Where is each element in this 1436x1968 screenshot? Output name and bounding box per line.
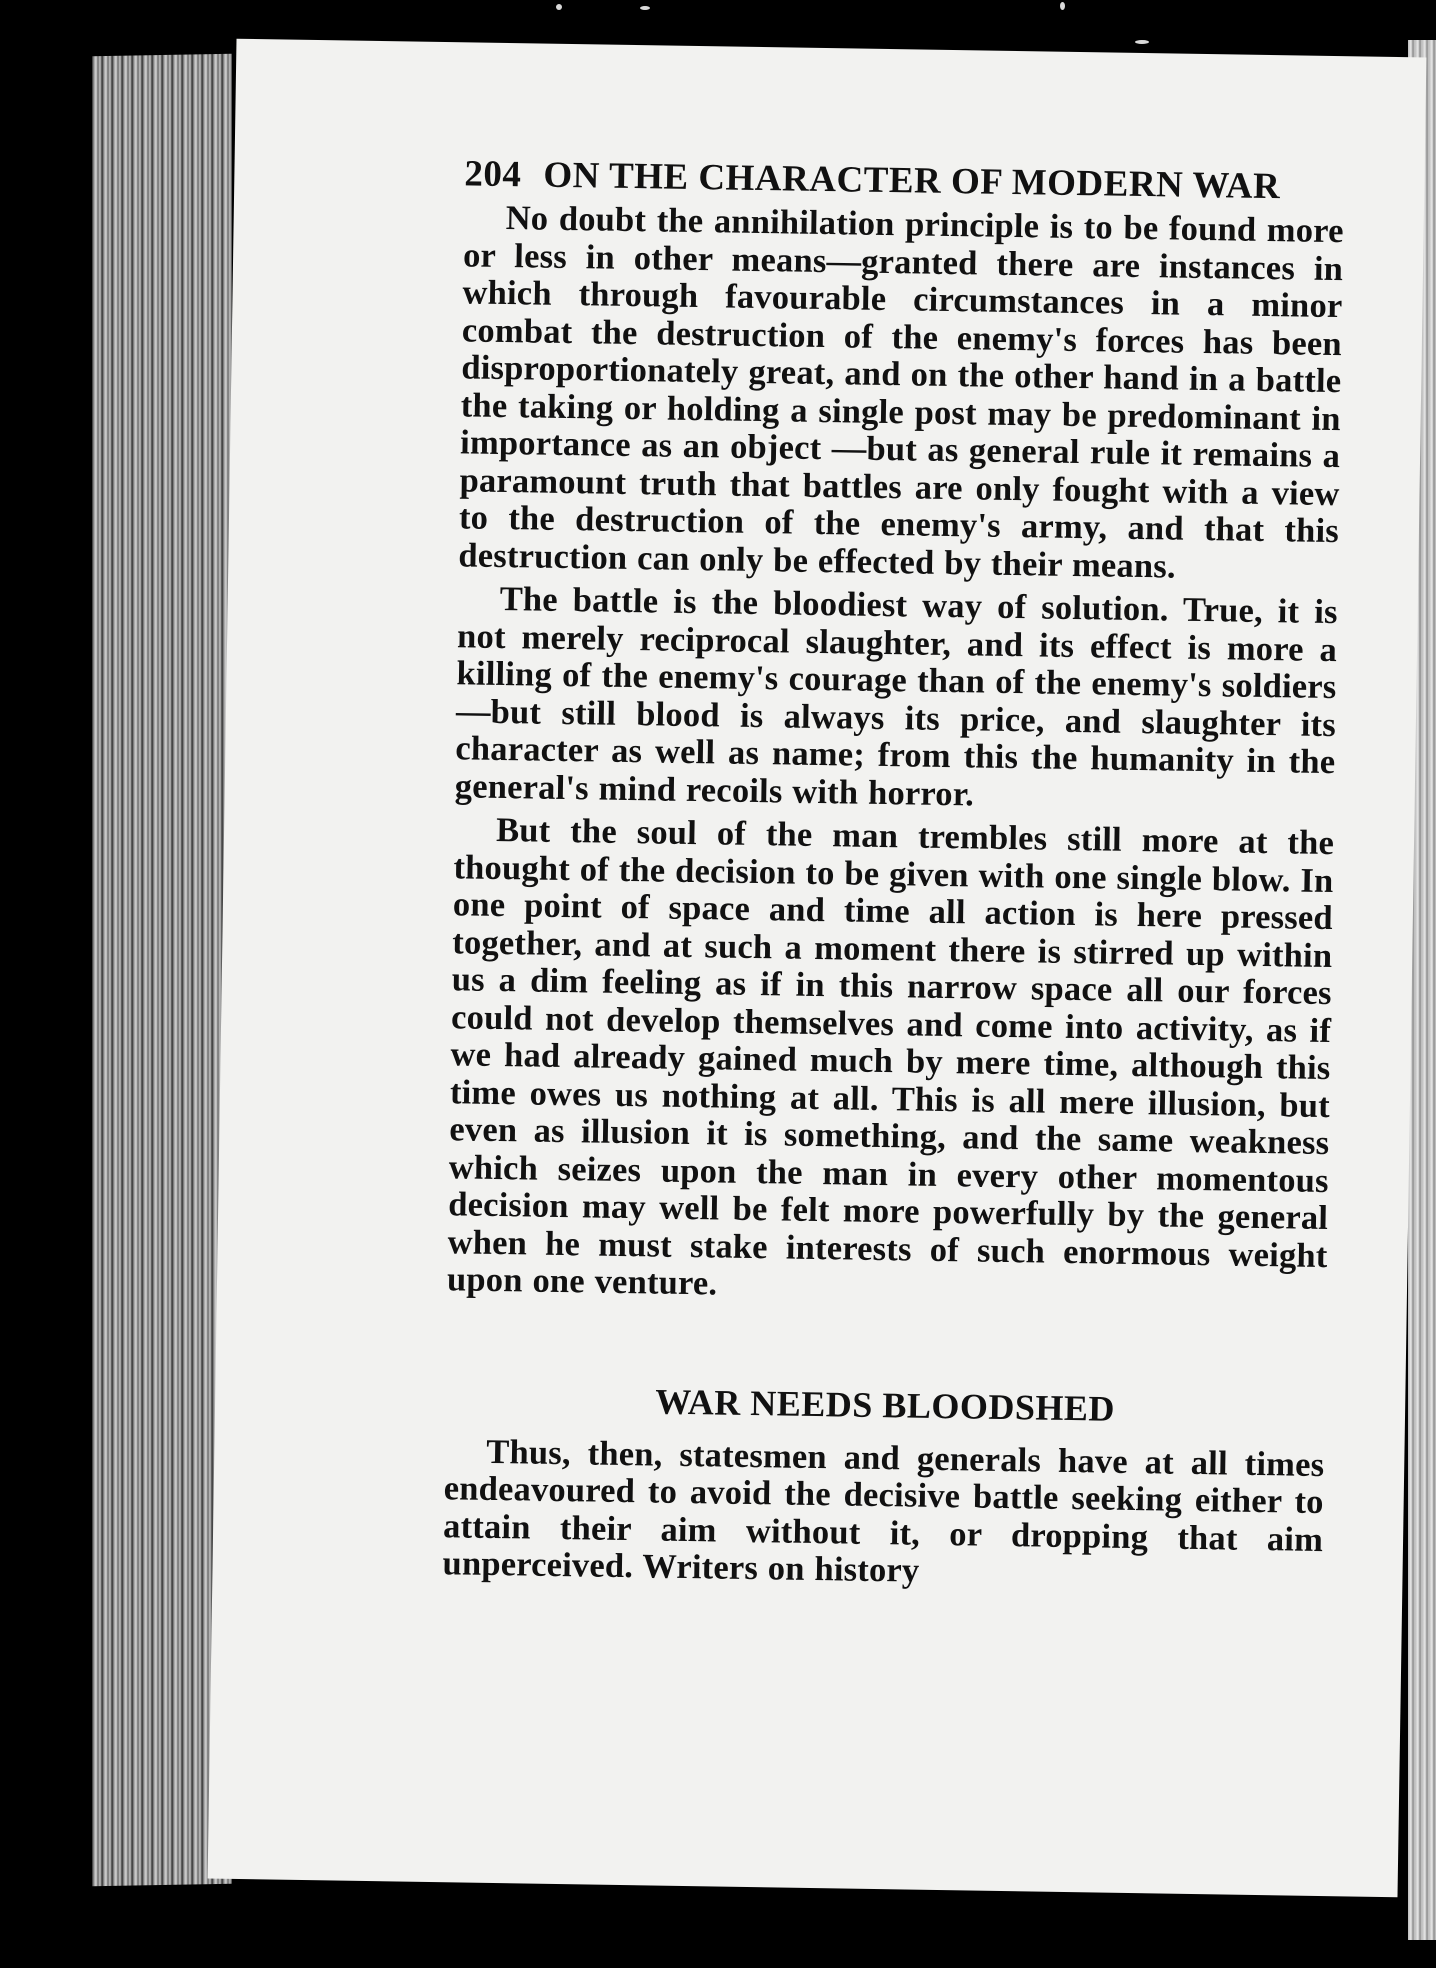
section-heading: WAR NEEDS BLOODSHED [655, 1381, 1116, 1429]
dust-speck [556, 4, 562, 10]
paragraph: But the soul of the man trembles still more at the thought of the decision to be given with one single blow. In one point of space and time all action is here pressed together, and at such a moment there is stirred up within us a dim feeling as if in this narrow space all our forces could not develop themselves and come into activity, as if we had already gained much by mere time, although this time owes us nothing at all. This is all mere illusion, but even as illusion it is something, and the same weakness which seizes upon the man in every other momentous decision may well be felt more powerfully by the general when he must stake interests of such enormous weight upon one venture. [446, 810, 1335, 1303]
dust-speck [1060, 2, 1065, 10]
running-title: ON THE CHARACTER OF MODERN WAR [543, 154, 1281, 208]
paragraph: No doubt the annihilation principle is to be found more or less in other means—granted there are instances in which through favourable circumstances in a minor combat the destruction of the enemy's forces has been disproportionately great, and on the other hand in a battle the taking or holding a single post may be predominant in importance as an object —but as general rule it remains a paramount truth that battles are only fought with a view to the destruction of the enemy's army, and that this destruction can only be effected by their means. [458, 199, 1344, 586]
page-number: 204 [464, 153, 522, 196]
paragraph: Thus, then, statesmen and generals have at all times endeavoured to avoid the decisive battle seeking either to attain their aim without it, or dropping that aim unperceived. Writers on history [442, 1432, 1325, 1590]
page-content [442, 152, 1344, 1596]
paragraph: The battle is the bloodiest way of solution. True, it is not merely reciprocal slaughter, and its effect is more a killing of the enemy's courage than of the enemy's soldiers—but still blood is always its price, and slaughter its character as well as name; from this the humanity in the general's mind recoils with horror. [454, 579, 1338, 813]
dust-speck [1135, 40, 1149, 44]
book-page [208, 39, 1427, 1897]
dust-speck [640, 6, 650, 10]
